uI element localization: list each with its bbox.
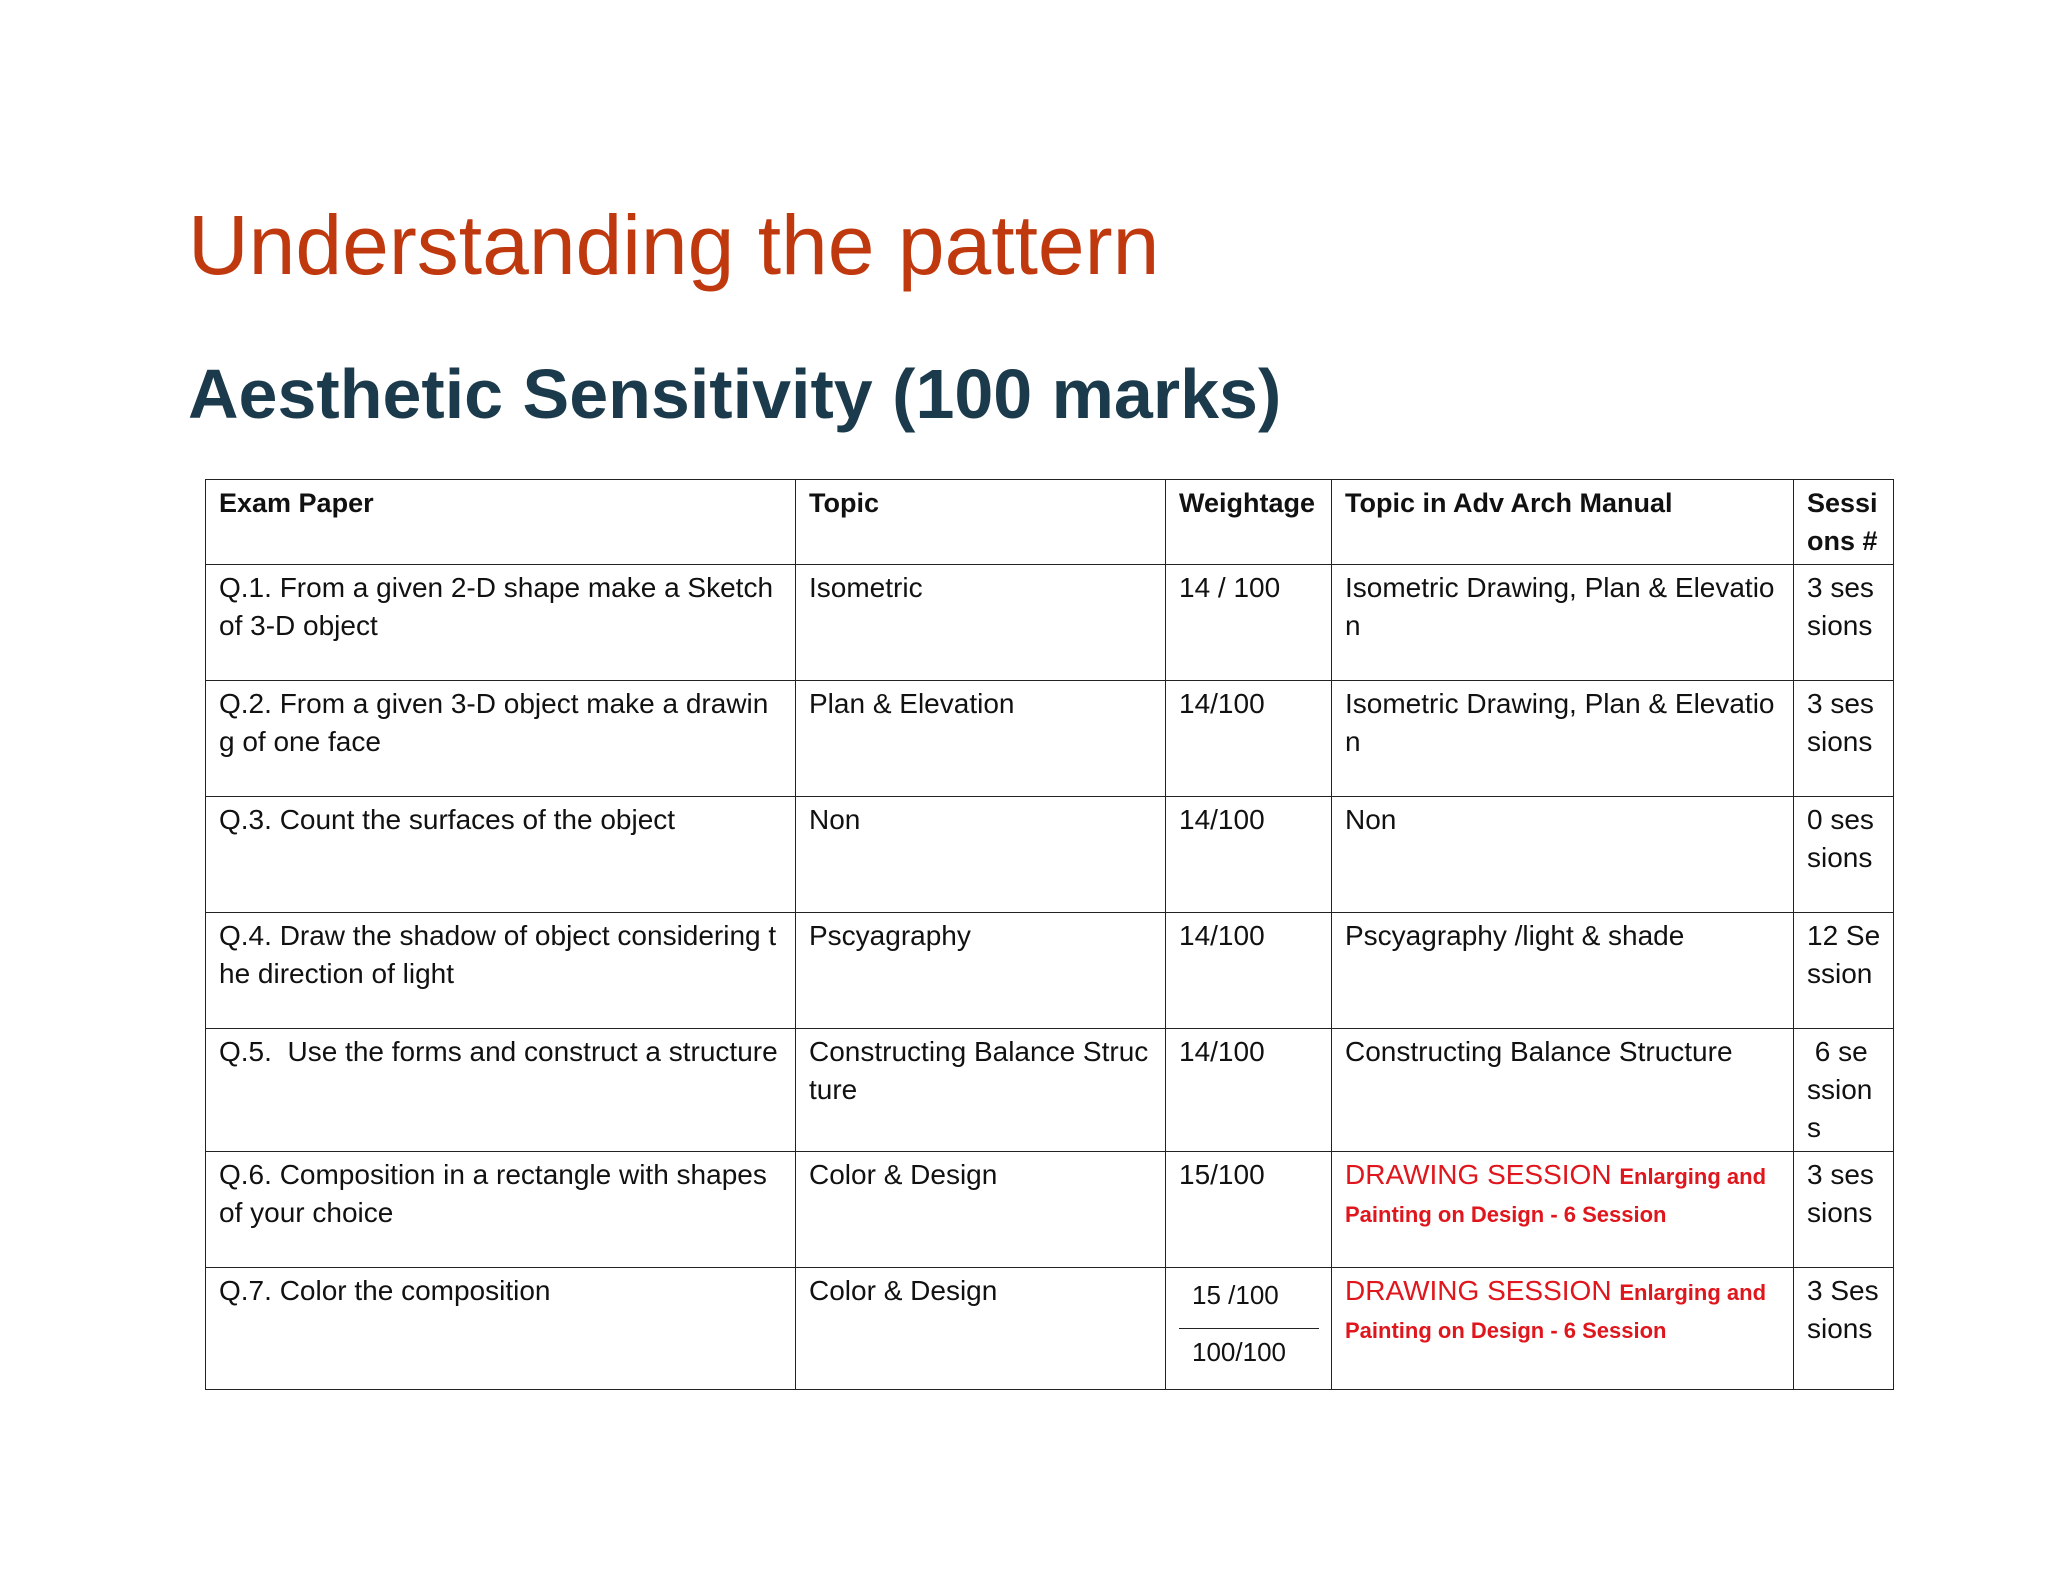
cell-topic: Color & Design <box>796 1268 1166 1390</box>
drawing-session-detail: Enlarging and Painting on Design - 6 Session <box>1345 1280 1767 1343</box>
cell-manual-topic: Isometric Drawing, Plan & Elevation <box>1332 681 1794 797</box>
cell-manual-topic <box>1332 1268 1794 1390</box>
header-sessions: Sessions # <box>1794 480 1894 565</box>
cell-sessions: 12 Session <box>1794 913 1894 1029</box>
header-weightage: Weightage <box>1166 480 1332 565</box>
cell-exam-paper: Q.1. From a given 2-D shape make a Sketch of 3-D object <box>206 565 796 681</box>
cell-topic: Pscyagraphy <box>796 913 1166 1029</box>
table-row <box>206 1152 1894 1268</box>
drawing-session-label: DRAWING SESSION <box>1345 1275 1612 1306</box>
cell-sessions: 3 sessions <box>1794 681 1894 797</box>
table-row <box>206 913 1894 1029</box>
page-title: Understanding the pattern <box>188 198 1160 292</box>
header-topic: Topic <box>796 480 1166 565</box>
cell-sessions: 3 Sessions <box>1794 1268 1894 1390</box>
cell-sessions: 6 sessions <box>1794 1029 1894 1152</box>
table-row <box>206 565 1894 681</box>
cell-topic: Plan & Elevation <box>796 681 1166 797</box>
cell-sessions: 3 sessions <box>1794 1152 1894 1268</box>
cell-weightage: 14/100 <box>1166 1029 1332 1152</box>
weightage-total: 100/100 <box>1192 1337 1286 1367</box>
exam-pattern-table <box>205 479 1894 1390</box>
cell-topic: Color & Design <box>796 1152 1166 1268</box>
table-row <box>206 797 1894 913</box>
cell-weightage: 14/100 <box>1166 797 1332 913</box>
cell-manual-topic: Constructing Balance Structure <box>1332 1029 1794 1152</box>
cell-manual-topic: Pscyagraphy /light & shade <box>1332 913 1794 1029</box>
drawing-session-label: DRAWING SESSION <box>1345 1159 1612 1190</box>
cell-sessions: 0 sessions <box>1794 797 1894 913</box>
cell-weightage: 14 / 100 <box>1166 565 1332 681</box>
cell-exam-paper: Q.4. Draw the shadow of object considering the direction of light <box>206 913 796 1029</box>
table-header-row <box>206 480 1894 565</box>
cell-exam-paper: Q.5. Use the forms and construct a structure <box>206 1029 796 1152</box>
cell-manual-topic: Isometric Drawing, Plan & Elevation <box>1332 565 1794 681</box>
cell-topic: Constructing Balance Structure <box>796 1029 1166 1152</box>
cell-manual-topic: Non <box>1332 797 1794 913</box>
cell-topic: Non <box>796 797 1166 913</box>
cell-topic: Isometric <box>796 565 1166 681</box>
table-row <box>206 1029 1894 1152</box>
weightage-value: 15 /100 <box>1179 1272 1319 1329</box>
table-row <box>206 1268 1894 1390</box>
section-subtitle: Aesthetic Sensitivity (100 marks) <box>188 355 1282 433</box>
cell-exam-paper: Q.2. From a given 3-D object make a drawing of one face <box>206 681 796 797</box>
header-manual-topic: Topic in Adv Arch Manual <box>1332 480 1794 565</box>
header-exam-paper: Exam Paper <box>206 480 796 565</box>
cell-exam-paper: Q.7. Color the composition <box>206 1268 796 1390</box>
cell-sessions: 3 sessions <box>1794 565 1894 681</box>
cell-exam-paper: Q.6. Composition in a rectangle with shapes of your choice <box>206 1152 796 1268</box>
cell-exam-paper: Q.3. Count the surfaces of the object <box>206 797 796 913</box>
table-row <box>206 681 1894 797</box>
cell-weightage: 15/100 <box>1166 1152 1332 1268</box>
drawing-session-detail: Enlarging and Painting on Design - 6 Session <box>1345 1164 1767 1227</box>
cell-weightage <box>1166 1268 1332 1390</box>
cell-weightage: 14/100 <box>1166 681 1332 797</box>
cell-manual-topic <box>1332 1152 1794 1268</box>
cell-weightage: 14/100 <box>1166 913 1332 1029</box>
